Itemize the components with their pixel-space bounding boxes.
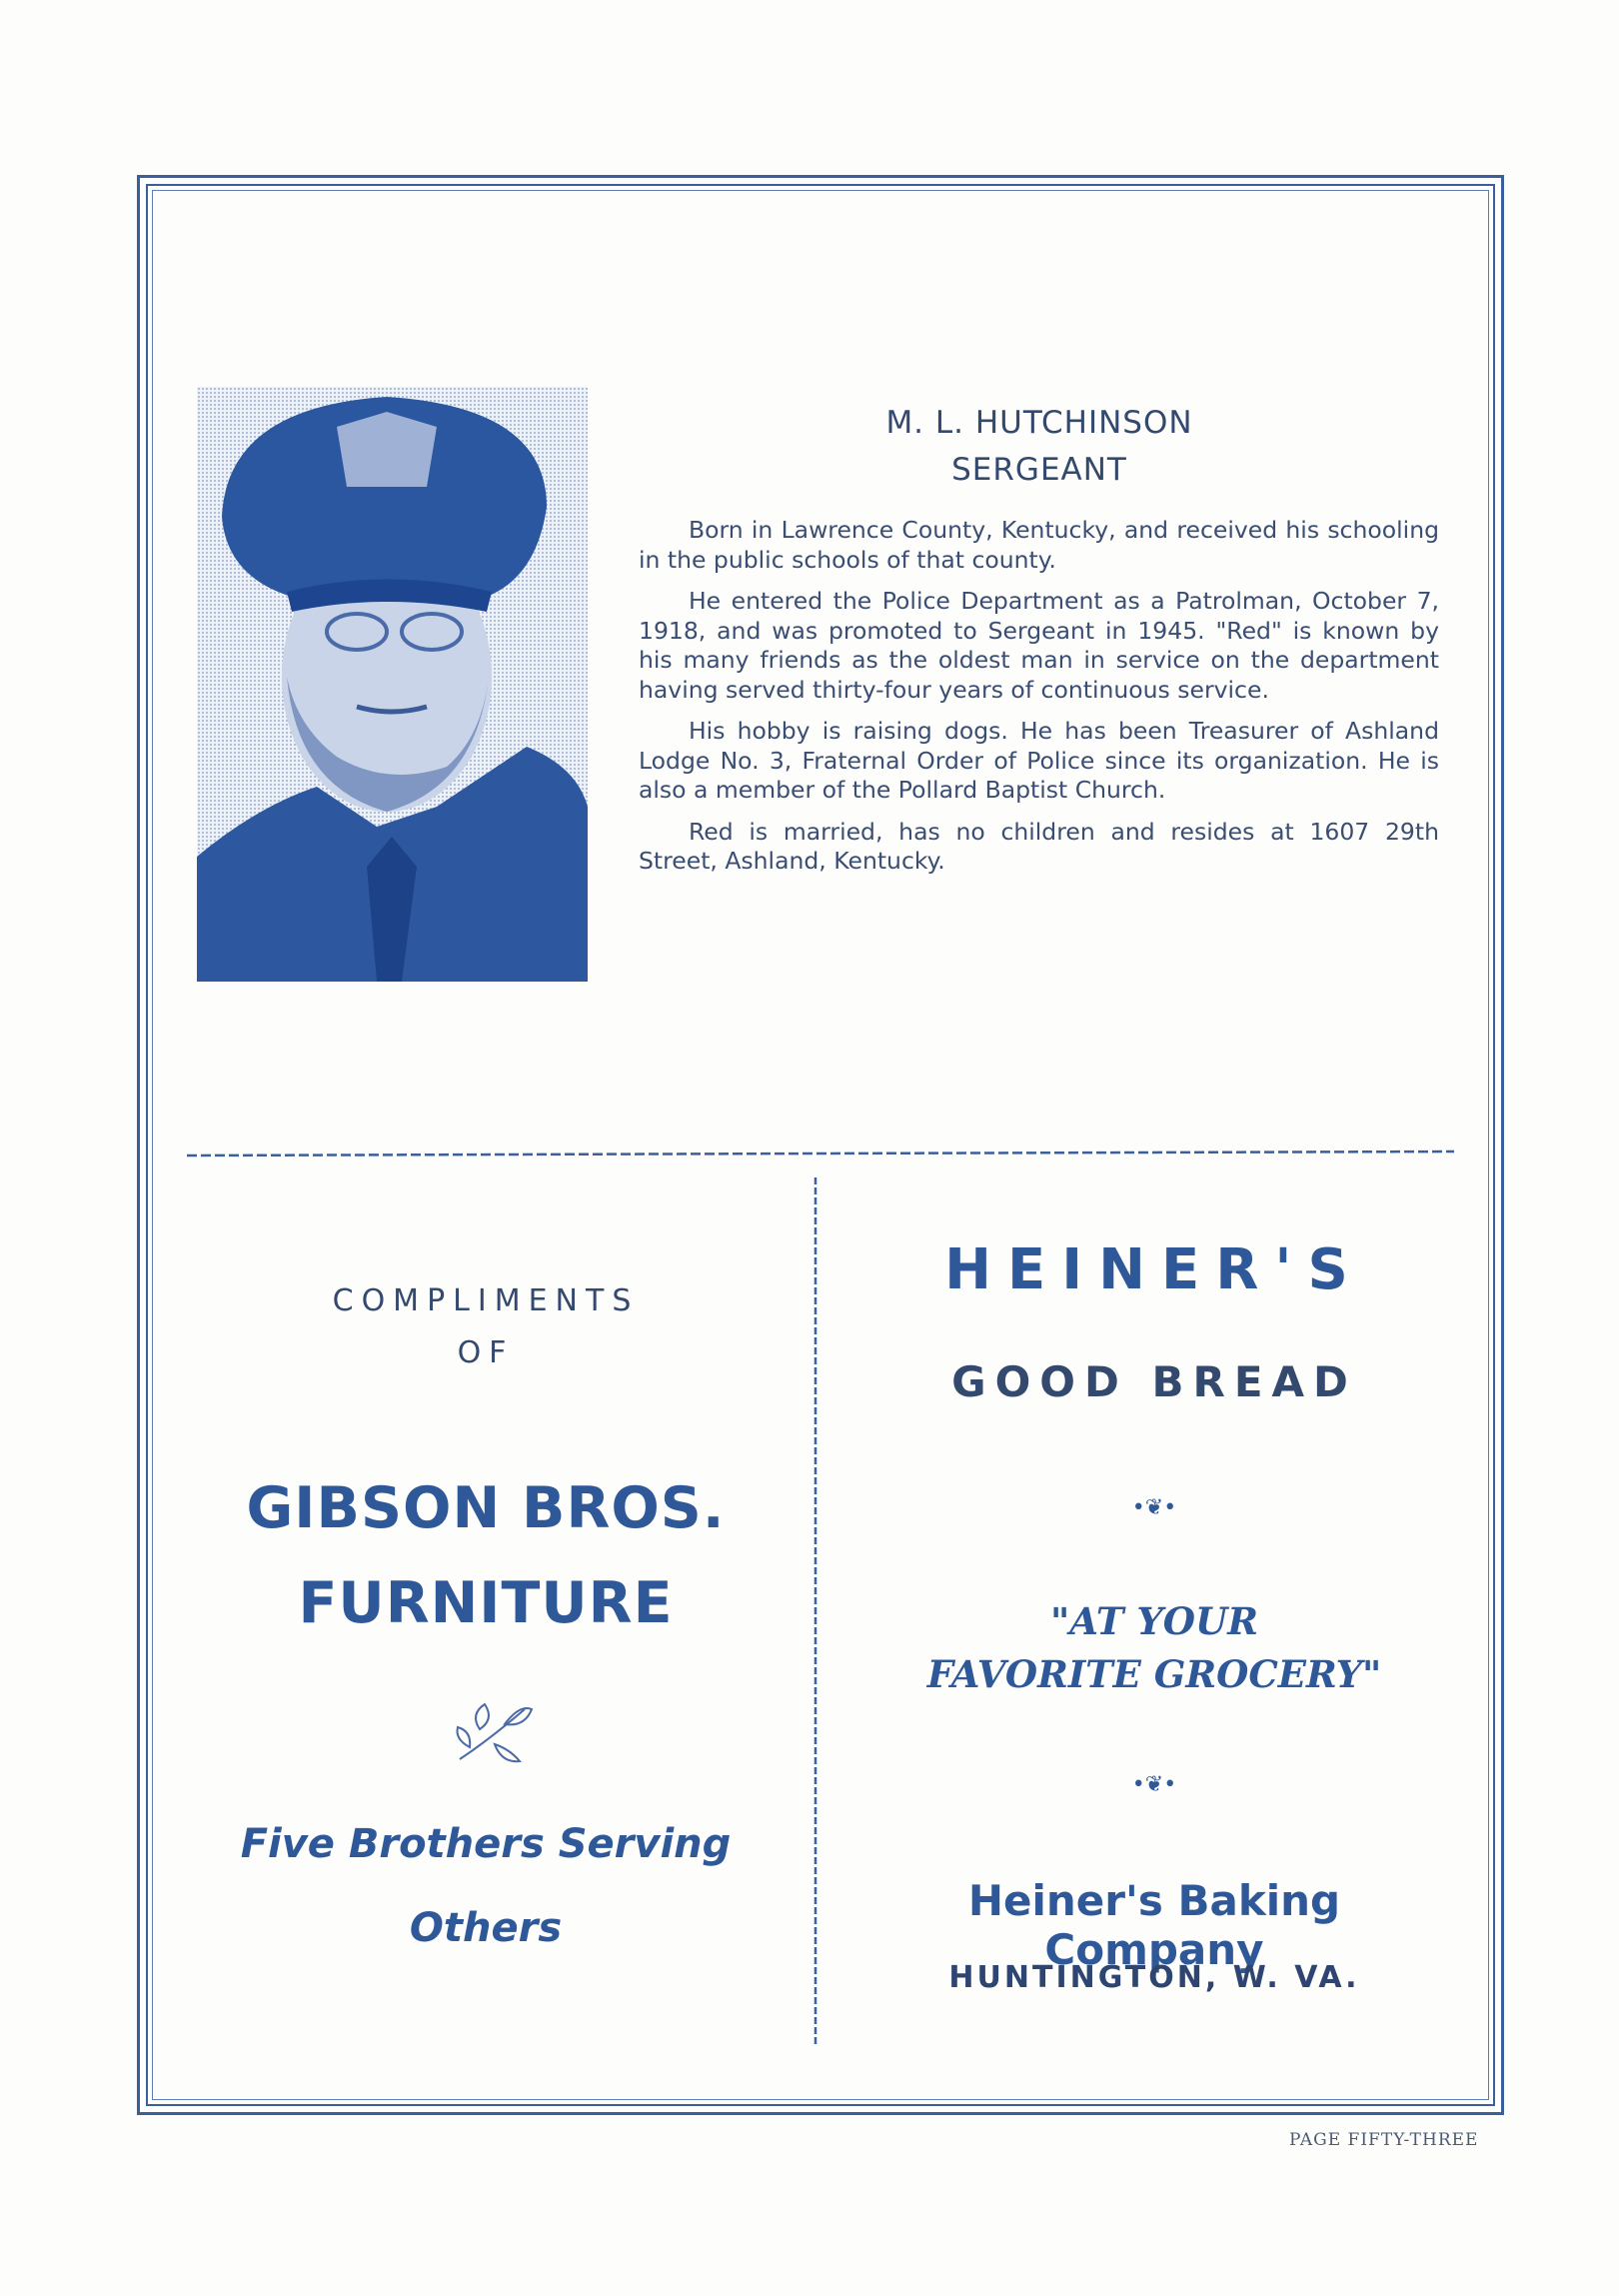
flourish-ornament-icon: •❦•: [1131, 1772, 1177, 1797]
bio-paragraph: His hobby is raising dogs. He has been Treasurer of Ashland Lodge No. 3, Fraternal Order of Police since its organization. He is also a member of the Pollard Baptist Church.: [639, 717, 1439, 804]
ad-tagline-line1: "AT YOUR: [1049, 1599, 1259, 1643]
vertical-wavy-divider: [810, 1177, 821, 2047]
ad-of: OF: [457, 1335, 515, 1370]
profile-biography: [639, 516, 1439, 889]
profile-name: M. L. HUTCHINSON: [885, 405, 1193, 441]
ad-compliments: COMPLIMENTS: [332, 1283, 640, 1318]
ad-slogan-line1: Five Brothers Serving: [240, 1821, 732, 1867]
ad-brand: HEINER'S: [944, 1237, 1364, 1302]
leaf-ornament-icon: [450, 1699, 536, 1765]
ad-baking-company: Heiner's Baking Company: [967, 1876, 1341, 1974]
profile-rank: SERGEANT: [951, 452, 1127, 488]
portrait-photo: [197, 387, 588, 982]
bio-paragraph: Red is married, has no children and resides at 1607 29th Street, Ashland, Kentucky.: [639, 817, 1439, 875]
bio-paragraph: He entered the Police Department as a Patrolman, October 7, 1918, and was promoted to Sergeant in 1945. "Red" is known by his many friends as the oldest man in service on the department having served thirty-four years of continuous service.: [639, 587, 1439, 704]
horizontal-dashed-divider: [187, 1149, 1454, 1157]
ad-company-type: FURNITURE: [298, 1570, 674, 1636]
ad-company-name: GIBSON BROS.: [246, 1475, 726, 1541]
bio-paragraph: Born in Lawrence County, Kentucky, and received his schooling in the public schools of that county.: [639, 516, 1439, 574]
flourish-ornament-icon: •❦•: [1131, 1495, 1177, 1520]
page-number: PAGE FIFTY-THREE: [1289, 2130, 1479, 2150]
ad-slogan-line2: Others: [409, 1905, 563, 1951]
ad-city: HUNTINGTON, W. VA.: [948, 1960, 1360, 1995]
ad-tagline-line2: FAVORITE GROCERY": [926, 1652, 1382, 1696]
ad-product: GOOD BREAD: [951, 1357, 1357, 1406]
